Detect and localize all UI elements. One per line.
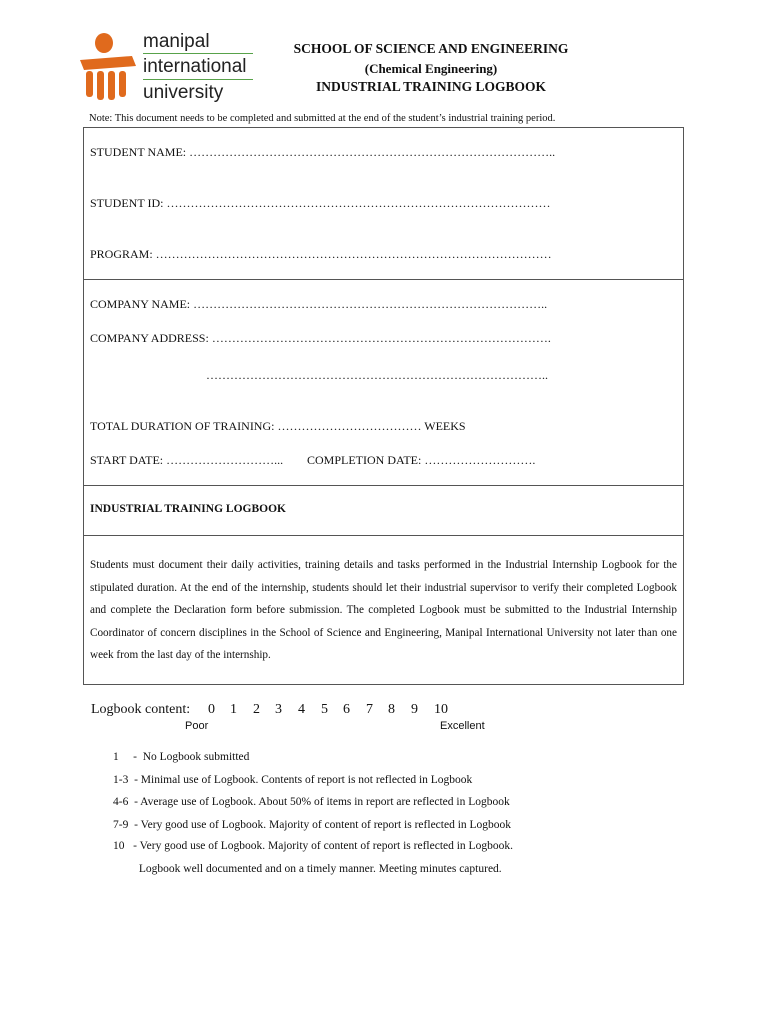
mortarboard-figure-icon <box>80 30 140 106</box>
scale-value[interactable]: 0 <box>208 702 215 717</box>
legend-item: 4-6 - Average use of Logbook. About 50% of items in report are reflected in Logbook <box>113 796 510 808</box>
scale-label: Logbook content: <box>91 702 191 717</box>
legend-item: 7-9 - Very good use of Logbook. Majority of content of report is reflected in Logbook <box>113 819 512 831</box>
submission-note: Note: This document needs to be completed and submitted at the end of the student’s industrial training period. <box>89 113 556 124</box>
scale-value[interactable]: 1 <box>230 702 237 717</box>
instructions-section <box>83 535 684 685</box>
section-heading: INDUSTRIAL TRAINING LOGBOOK <box>90 503 286 515</box>
scale-low-label: Poor <box>185 720 209 732</box>
scale-value[interactable]: 10 <box>434 702 448 717</box>
company-name-field[interactable]: COMPANY NAME: …………………………………………………………………………….. <box>90 297 548 311</box>
instructions-paragraph: Students must document their daily activities, training details and tasks performed in the Industrial Internship Logbook for the stipulated duration. At the end of the internship, students should let their industrial supervisor to verify their completed Logbook and complete the Declaration form before submission. The completed Logbook must be submitted to the Industrial Internship Coordinator of concern disciplines in the School of Science and Engineering, Manipal International University not later than one week from the last day of the internship. <box>90 559 677 662</box>
legend-item: Logbook well documented and on a timely manner. Meeting minutes captured. <box>113 863 502 875</box>
scale-value[interactable]: 2 <box>253 702 260 717</box>
scale-value[interactable]: 6 <box>343 702 350 717</box>
company-address-field[interactable]: COMPANY ADDRESS: …………………………………………………………………………. <box>90 331 551 345</box>
start-date-field[interactable]: START DATE: ………………………... <box>90 453 284 467</box>
scale-value[interactable]: 3 <box>275 702 282 717</box>
legend-item: 1 - No Logbook submitted <box>113 751 250 763</box>
logo-text-line3: university <box>143 82 224 103</box>
logbook-title-section <box>83 485 684 536</box>
logo-text-line2: international <box>143 56 247 77</box>
logo-text-line1: manipal <box>143 31 210 52</box>
scale-value[interactable]: 9 <box>411 702 418 717</box>
completion-date-field[interactable]: COMPLETION DATE: ………………………. <box>307 453 536 467</box>
scale-value[interactable]: 4 <box>298 702 305 717</box>
student-name-field[interactable]: STUDENT NAME: ……………………………………………………………………………….. <box>90 145 556 159</box>
scale-value[interactable]: 5 <box>321 702 328 717</box>
training-duration-field[interactable]: TOTAL DURATION OF TRAINING: ……………………………… WEEKS <box>90 419 466 433</box>
company-address-line2-field[interactable]: ………………………………………………………………………….. <box>206 368 548 382</box>
legend-item: 1-3 - Minimal use of Logbook. Contents of report is not reflected in Logbook <box>113 774 473 786</box>
program-field[interactable]: PROGRAM: ……………………………………………………………………………………… <box>90 247 552 261</box>
scale-value[interactable]: 7 <box>366 702 373 717</box>
student-info-section <box>83 127 684 280</box>
department-heading: (Chemical Engineering) <box>364 61 498 76</box>
document-title: INDUSTRIAL TRAINING LOGBOOK <box>315 79 547 94</box>
scale-high-label: Excellent <box>440 720 485 732</box>
school-heading: SCHOOL OF SCIENCE AND ENGINEERING <box>293 41 569 56</box>
legend-item: 10 - Very good use of Logbook. Majority of content of report is reflected in Logbook. <box>113 840 513 852</box>
student-id-field[interactable]: STUDENT ID: …………………………………………………………………………………… <box>90 196 551 210</box>
company-info-section <box>83 279 684 486</box>
scale-value[interactable]: 8 <box>388 702 395 717</box>
